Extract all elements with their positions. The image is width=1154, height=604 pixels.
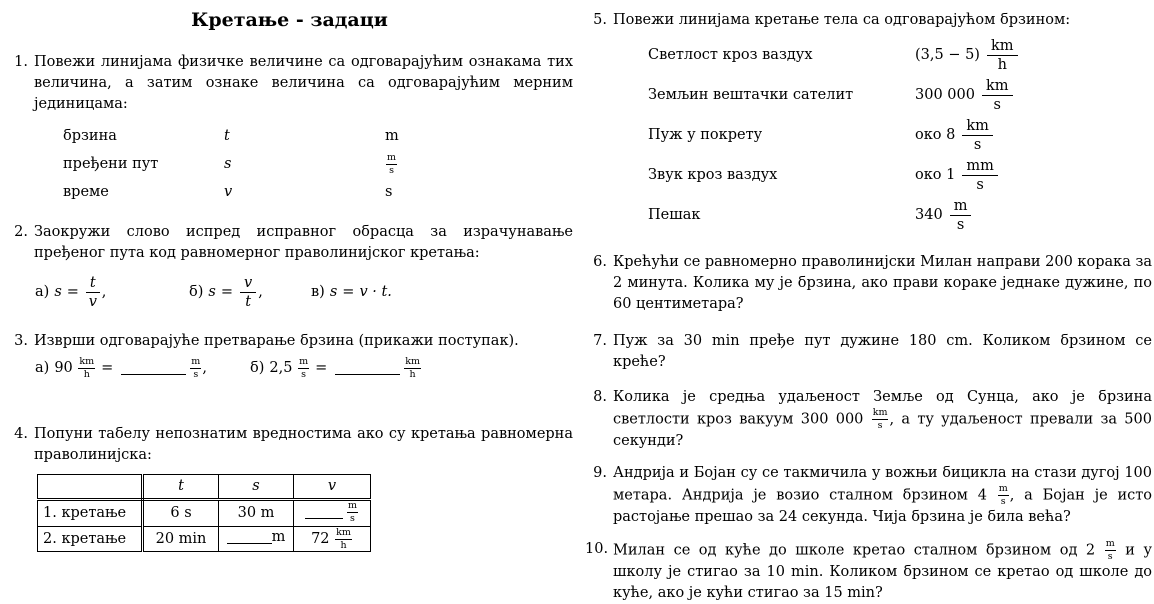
conversion-a [35,357,250,380]
match-row [613,195,1152,235]
header-v: v [294,475,371,500]
problem-text: Крећући се равномерно праволинијски Милан направи 200 корака за 2 минута. Колика му је брзина, ако прави кораке једнаке дужине, по 60 центиметара? [613,254,1152,312]
option-label: а) [35,359,50,376]
match-row [613,155,1152,195]
problem-number: 3. [14,333,28,349]
display-fraction: $\frac{t}{v}$ [86,275,100,310]
unit-fraction: $\frac{km}{h}$ [405,355,420,380]
quantity-label: пређени пут [63,155,159,172]
problem-6 [585,252,1152,315]
body-label: Пешак [648,206,701,223]
unit-fraction: $\frac{m}{s}$ [299,355,309,380]
display-fraction: $\frac{v}{t}$ [240,275,256,310]
conversion-b [250,357,422,380]
header-t: t [143,475,219,500]
formula-option-v [311,282,573,303]
answer-blank [227,531,272,544]
text-segment: , а ту удаљеност превали за 500 секунди? [613,411,1152,449]
problem-5 [585,10,1152,235]
formula-option-a [35,275,189,310]
problem-10 [585,539,1152,604]
option-tail: , [258,283,263,300]
problem-text [613,539,1152,604]
body-label: Пуж у покрету [648,126,763,143]
quantity-label: време [63,183,109,200]
symbol-label: v [224,183,233,200]
unit-fraction: $\frac{m}{s}$ [1105,538,1115,562]
match-row [34,178,573,206]
problem-text [613,387,1152,452]
formula-variable: s [208,283,216,300]
text-segment: Милан се од куће до школе кретао сталном брзином од 2 [613,542,1104,559]
cell-v [294,500,371,527]
speed-value: око 8 $\frac{km}{s}$ [915,118,995,153]
problem-text: Повежи линијама физичке величине са одговарајућим ознакама тих величина, а затим ознаке величина са одговарајућим мерним јединицама: [34,54,573,112]
row-name: 1. кретање [38,500,143,527]
problem-text: Попуни табелу непознатим вредностима ако су кретања равномерна праволинијска: [34,426,573,463]
problem-7 [585,331,1152,373]
match-row [613,75,1152,115]
problem-number: 5. [593,12,607,28]
speed-value: 340 $\frac{m}{s}$ [915,198,973,233]
unit-fraction: $\frac{m}{s}$ [191,355,201,380]
problem-number: 2. [14,224,28,240]
match-list-quantities [34,122,573,206]
answer-blank [335,362,400,375]
formula-option-b [189,275,311,310]
match-list-speeds [613,35,1152,235]
body-label: Земљин вештачки сателит [648,86,854,103]
tail: , [202,359,207,376]
unit-fraction: $\frac{m}{s}$ [950,198,972,233]
problem-9 [585,463,1152,528]
problem-text: Повежи линијама кретање тела са одговарајућом брзином: [613,12,1071,28]
problem-1 [6,52,573,206]
answer-blank [305,506,343,519]
option-label: б) [250,359,265,376]
equals-sign: = [220,283,233,300]
cell-v: 72 $\frac{km}{h}$ [294,527,371,552]
answer-blank [121,362,186,375]
header-empty [38,475,143,500]
symbol-label: s [224,155,232,172]
match-row [34,150,573,178]
speed-value: (3,5 − 5) $\frac{km}{h}$ [915,38,1020,73]
unit-fraction: $\frac{km}{s}$ [872,407,888,431]
table-row [38,500,371,527]
body-label: Звук кроз ваздух [648,166,778,183]
data-table [37,474,371,552]
option-tail: , [101,283,107,300]
option-label: б) [189,283,204,300]
problem-number: 10. [585,541,609,557]
problem-text: Изврши одговарајуће претварање брзина (прикажи поступак). [34,333,519,349]
unit-fraction: $\frac{km}{s}$ [962,118,993,153]
match-row [613,115,1152,155]
unit-fraction: $\frac{km}{h}$ [79,355,95,380]
unit-fraction: $\frac{m}{s}$ [347,500,357,524]
unit-label [385,153,573,176]
problem-number: 1. [14,54,28,70]
option-label: а) [35,283,50,300]
value: 2,5 [269,359,293,376]
text-segment: Андрија и Бојан су се такмичила у вожњи бицикла на стази дугој 100 метара. Андрија је возио сталном брзином 4 [613,465,1152,504]
problem-3 [6,331,573,380]
unit-fraction: $\frac{m}{s}$ [387,151,397,176]
quantity-label: брзина [63,127,117,144]
right-column [577,0,1154,604]
symbol-label: t [224,127,230,144]
problem-number: 8. [593,389,607,405]
equals-sign: = [66,283,79,300]
cell-t: 6 s [143,500,219,527]
problem-8 [585,387,1152,452]
text-segment: и у школу је стигао за 10 min. Коликом брзином се кретао од школе до куће, ако је кући стигао за 15 min? [613,542,1152,601]
problem-4 [6,424,573,552]
match-row [34,122,573,150]
cell-s: 30 m [219,500,294,527]
unit-fraction: $\frac{mm}{s}$ [962,158,998,193]
formula-rhs: v · t. [359,283,392,300]
header-s: s [219,475,294,500]
conversion-line [34,356,573,380]
problem-number: 7. [593,333,607,349]
cell-s: m [219,527,294,552]
equals-sign: = [101,359,114,376]
cell-t: 20 min [143,527,219,552]
table-row [38,527,371,552]
unit-label: m [385,127,399,144]
speed-value: 300 000 $\frac{km}{s}$ [915,78,1015,113]
formula-variable: s [329,283,338,300]
problem-2 [6,222,573,314]
problem-number: 4. [14,426,28,442]
equals-sign: = [342,283,355,300]
text-segment: , а Бојан је исто растојање прешао за 24 секунда. Чија брзина је била већа? [613,487,1152,525]
unit-fraction: $\frac{m}{s}$ [998,483,1008,507]
unit-label: s [385,183,393,200]
option-label: в) [311,283,325,300]
unit-fraction: $\frac{km}{s}$ [982,78,1013,113]
formula-variable: s [54,283,62,300]
value: 90 [54,359,73,376]
problem-number: 6. [593,254,607,270]
problem-text: Заокружи слово испред исправног обрасца за израчунавање пређеног пута код равномерног праволинијског кретања: [34,224,573,261]
problem-text: Пуж за 30 min пређе пут дужине 180 cm. Коликом брзином се креће? [613,333,1152,370]
text-segment: Колика је средња удаљеност Земље од Сунца, ако је брзина светлости кроз вакуум 300 000 [613,389,1152,428]
table-header-row [38,475,371,500]
unit-fraction: $\frac{km}{h}$ [336,526,351,551]
row-name: 2. кретање [38,527,143,552]
unit-fraction: $\frac{km}{h}$ [987,38,1018,73]
formula-options [34,270,573,314]
speed-value: око 1 $\frac{mm}{s}$ [915,158,1000,193]
problem-number: 9. [593,465,607,481]
match-row [613,35,1152,75]
body-label: Светлост кроз ваздух [648,46,813,63]
equals-sign: = [315,359,328,376]
problem-text [613,463,1152,528]
page-title: Кретање - задаци [191,9,388,31]
